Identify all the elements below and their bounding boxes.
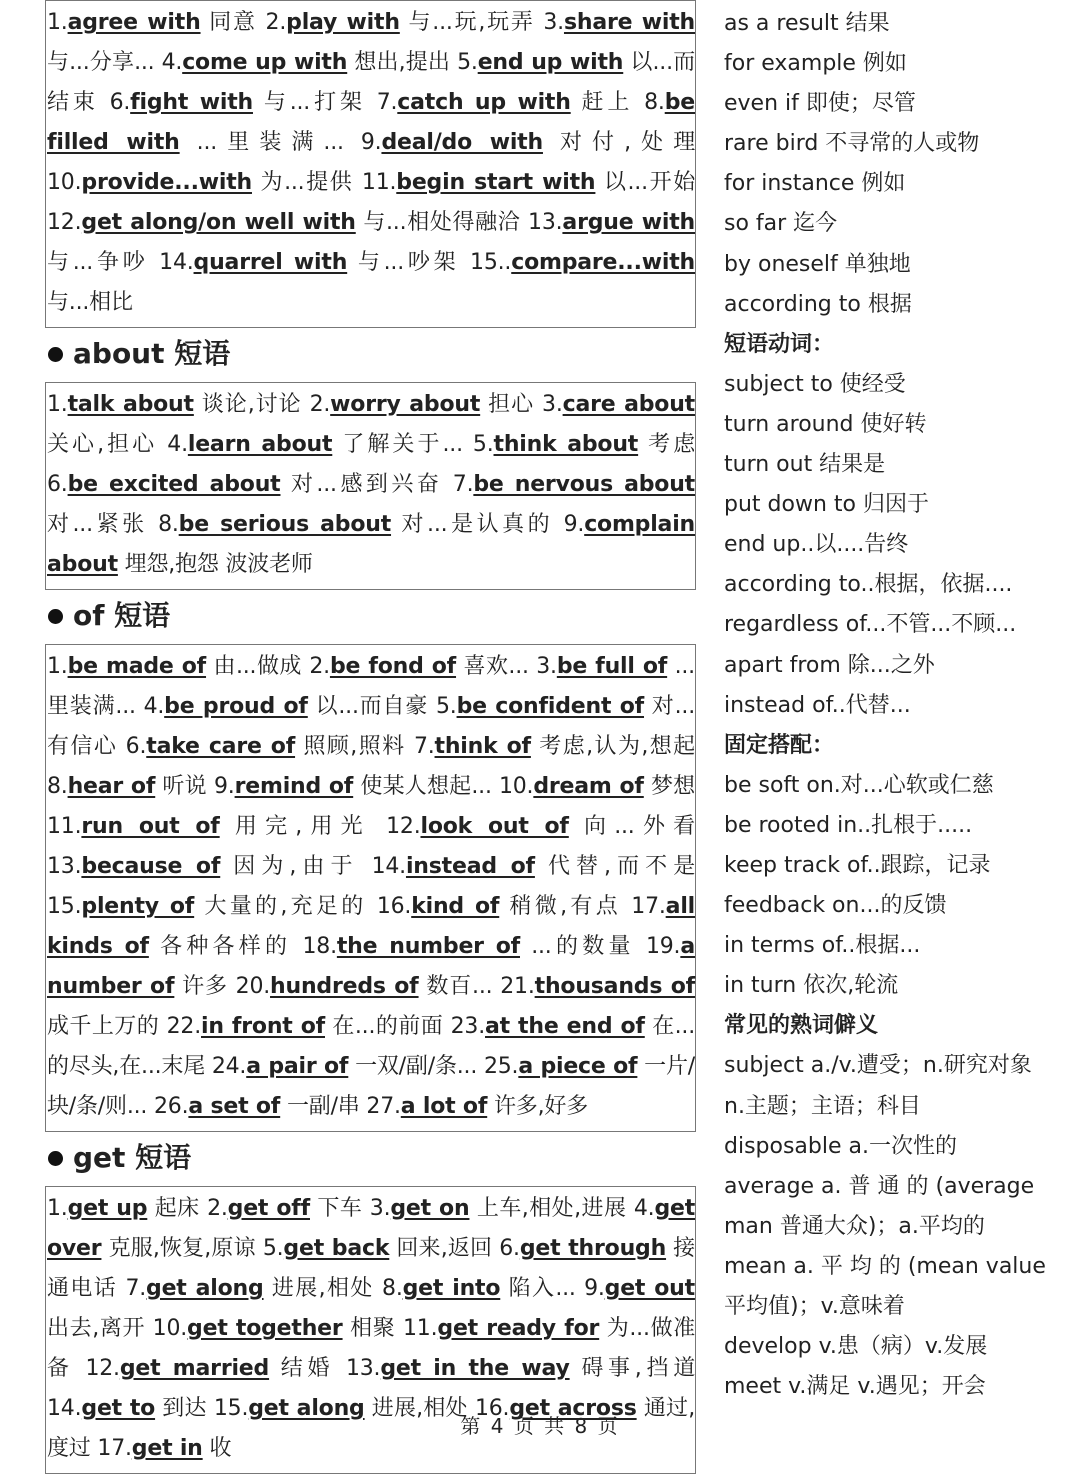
phrase-item — [47, 894, 377, 919]
phrase-term: instead of — [405, 854, 535, 879]
phrase-meaning: 梦想 — [643, 774, 695, 799]
right-phrase-line: for example 例如 — [724, 51, 907, 77]
phrase-meaning: 喜欢... — [456, 654, 537, 679]
phrase-number: 23. — [450, 1014, 485, 1039]
about-section-title — [45, 334, 696, 374]
phrase-meaning: 对...有信心 — [47, 694, 695, 759]
phrase-meaning: 埋怨,抱怨 波波老师 — [117, 552, 313, 577]
phrase-number: 9. — [360, 130, 382, 155]
phrase-meaning: 数百... — [418, 974, 501, 999]
phrase-term: fight with — [130, 90, 253, 115]
right-phrase-line: according to 根据 — [724, 291, 912, 317]
get-section-title — [45, 1138, 696, 1178]
phrase-meaning: 与...相处得融洽 — [355, 210, 529, 235]
phrase-number: 4. — [143, 694, 165, 719]
phrase-term: look out of — [420, 814, 569, 839]
phrase-item — [212, 1054, 484, 1079]
phrase-number: 15. — [47, 894, 82, 919]
phrase-meaning: 代替,而不是 — [534, 854, 695, 879]
phrase-number: 26. — [154, 1094, 189, 1119]
phrase-number: 7. — [125, 1276, 147, 1301]
phrase-term: get up — [67, 1196, 148, 1221]
phrase-term: be excited about — [67, 472, 281, 497]
phrase-meaning: 相聚 — [342, 1316, 403, 1341]
phrase-number: 8. — [158, 512, 179, 537]
phrase-meaning: 以...而自豪 — [307, 694, 436, 719]
phrase-number: 10. — [47, 170, 82, 195]
phrase-term: dream of — [533, 774, 644, 799]
phrase-meaning: 同意 — [200, 10, 266, 35]
phrase-meaning: 各种各样的 — [148, 934, 303, 959]
phrase-number: 16. — [376, 894, 412, 919]
phrase-term: get into — [402, 1276, 501, 1301]
phrase-term: get married — [119, 1356, 270, 1381]
phrase-number: 4. — [167, 432, 188, 457]
phrase-meaning: 照顾,照料 — [295, 734, 414, 759]
phrase-term: remind of — [234, 774, 354, 799]
phrase-number: 3. — [543, 10, 564, 35]
phrase-number: 15. — [213, 1396, 249, 1421]
phrase-term: get in the way — [380, 1356, 570, 1381]
phrase-number: 6. — [109, 90, 131, 115]
left-column — [45, 0, 696, 1474]
phrase-term: be proud of — [164, 694, 308, 719]
phrase-number: 1. — [47, 654, 68, 679]
phrase-item — [473, 432, 695, 457]
phrase-term: complain about — [47, 512, 696, 577]
phrase-number: 19. — [645, 934, 681, 959]
phrase-term: a set of — [188, 1094, 281, 1119]
phrase-number: 12. — [47, 210, 82, 235]
phrase-item — [167, 432, 473, 457]
phrase-meaning: ...里装满... — [179, 130, 361, 155]
phrase-term: think of — [434, 734, 531, 759]
phrase-meaning: 碍事,挡道 — [569, 1356, 696, 1381]
phrase-meaning: 听说 — [155, 774, 214, 799]
phrase-term: thousands of — [534, 974, 695, 999]
phrase-number: 2. — [309, 392, 331, 417]
phrase-item — [366, 1094, 588, 1119]
phrase-meaning: 赶上 — [570, 90, 645, 115]
phrase-number: 17. — [97, 1436, 132, 1461]
phrase-item — [377, 90, 644, 115]
phrase-term: kind of — [411, 894, 500, 919]
phrase-meaning: 使某人想起... — [353, 774, 499, 799]
phrase-meaning: ...的数量 — [520, 934, 646, 959]
phrase-number: 24. — [211, 1054, 247, 1079]
right-section-heading: 固定搭配： — [724, 732, 835, 758]
phrase-meaning: 了解关于... — [332, 432, 473, 457]
phrase-number: 9. — [584, 1276, 605, 1301]
phrase-item — [236, 974, 501, 999]
phrase-meaning: 在...的前面 — [325, 1014, 451, 1039]
phrase-number: 6. — [47, 472, 68, 497]
phrase-meaning: 与...打架 — [252, 90, 377, 115]
phrase-number: 3. — [536, 654, 557, 679]
phrase-item — [47, 774, 214, 799]
phrase-number: 9. — [214, 774, 235, 799]
right-phrase-line: subject a./v.遭受；n.研究对象 — [724, 1053, 1032, 1079]
phrase-item — [47, 10, 266, 35]
phrase-meaning: 进展,相处 — [364, 1396, 475, 1421]
phrase-number: 3. — [369, 1196, 391, 1221]
phrase-meaning: 谈论,讨论 — [193, 392, 310, 417]
phrase-item — [144, 694, 436, 719]
phrase-term: begin start with — [396, 170, 596, 195]
phrase-meaning: 出去,离开 — [47, 1316, 153, 1341]
phrase-number: 17. — [631, 894, 666, 919]
phrase-meaning: 由...做成 — [206, 654, 310, 679]
phrase-number: 8. — [644, 90, 665, 115]
phrase-term: be fond of — [329, 654, 457, 679]
phrase-term: get along — [248, 1396, 365, 1421]
phrase-item — [154, 1094, 366, 1119]
phrase-number: 14. — [47, 1396, 82, 1421]
phrase-meaning: 与...吵架 — [347, 250, 471, 275]
phrase-number: 10. — [152, 1316, 188, 1341]
phrase-number: 7. — [452, 472, 474, 497]
phrase-item — [370, 1196, 634, 1221]
phrase-number: 5. — [262, 1236, 284, 1261]
phrase-item — [158, 512, 564, 537]
phrase-term: play with — [286, 10, 400, 35]
phrase-meaning: 对...紧张 — [47, 512, 159, 537]
phrase-item — [47, 472, 453, 497]
phrase-number: 5. — [472, 432, 494, 457]
phrase-term: agree with — [67, 10, 201, 35]
phrase-meaning: 稍微,有点 — [499, 894, 632, 919]
phrase-term: get back — [283, 1236, 390, 1261]
phrase-meaning: 为...做准备 — [47, 1316, 695, 1381]
phrase-number: 12. — [386, 814, 421, 839]
about-title-text: about 短语 — [73, 337, 231, 370]
phrase-number: 7. — [413, 734, 435, 759]
phrase-term: think about — [493, 432, 639, 457]
phrase-item — [153, 1316, 403, 1341]
phrase-item — [377, 894, 631, 919]
phrase-term: get through — [519, 1236, 667, 1261]
phrase-number: 7. — [376, 90, 398, 115]
phrase-number: 11. — [47, 814, 82, 839]
phrase-term: get off — [227, 1196, 310, 1221]
phrase-meaning: 到达 — [155, 1396, 214, 1421]
phrase-item — [499, 774, 695, 799]
phrase-item — [47, 654, 309, 679]
phrase-meaning: 与...玩,玩弄 — [399, 10, 544, 35]
phrase-meaning: 上车,相处,进展 — [469, 1196, 634, 1221]
of-title-text: of 短语 — [73, 599, 171, 632]
phrase-term: a piece of — [518, 1054, 638, 1079]
phrase-item — [266, 10, 544, 35]
phrase-term: end up with — [477, 50, 624, 75]
right-phrase-line: keep track of..跟踪，记录 — [724, 852, 991, 878]
right-phrase-line: apart from 除...之外 — [724, 652, 935, 678]
phrase-term: get along — [146, 1276, 264, 1301]
phrase-term: share with — [563, 10, 695, 35]
phrase-term: plenty of — [81, 894, 195, 919]
phrase-meaning: 对付,处理 — [542, 130, 695, 155]
phrase-item — [372, 854, 695, 879]
phrase-meaning: ...里装满... — [47, 654, 695, 719]
bullet-icon — [48, 609, 63, 624]
phrase-number: 11. — [361, 170, 397, 195]
phrase-meaning: 结婚 — [269, 1356, 346, 1381]
phrase-term: all kinds of — [47, 894, 695, 959]
phrase-number: 4. — [633, 1196, 655, 1221]
phrase-term: come up with — [182, 50, 348, 75]
phrase-term: learn about — [187, 432, 333, 457]
phrase-term: get together — [187, 1316, 343, 1341]
right-phrase-line: so far 迄今 — [724, 211, 838, 237]
right-phrase-line: develop v.患（病）v.发展 — [724, 1334, 988, 1360]
phrase-number: 16. — [474, 1396, 510, 1421]
phrase-number: 27. — [366, 1094, 401, 1119]
right-phrase-line: average a. 普 通 的 (average man 普通大众)；a.平均的 — [724, 1173, 1035, 1239]
phrase-meaning: 通过,度过 — [47, 1396, 695, 1461]
phrase-item — [309, 654, 536, 679]
phrase-item — [85, 1356, 346, 1381]
phrase-term: get along/on well with — [81, 210, 356, 235]
right-phrase-line: disposable a.一次性的 — [724, 1133, 957, 1159]
phrase-meaning: 成千上万的 — [47, 1014, 167, 1039]
phrase-number: 13. — [345, 1356, 381, 1381]
phrase-number: 18. — [302, 934, 337, 959]
phrase-meaning: 与...分享... — [47, 50, 162, 75]
right-phrase-line: mean a. 平 均 的 (mean value 平均值)；v.意味着 — [724, 1253, 1046, 1319]
right-section-heading: 短语动词： — [724, 331, 835, 357]
phrase-item — [263, 1236, 499, 1261]
phrase-number: 13. — [47, 854, 82, 879]
bullet-icon — [48, 1151, 63, 1166]
right-phrase-line: by oneself 单独地 — [724, 251, 911, 277]
phrase-meaning: 进展,相处 — [263, 1276, 383, 1301]
right-phrase-line: meet v.满足 v.遇见；开会 — [724, 1374, 986, 1400]
phrase-meaning: 陷入... — [500, 1276, 585, 1301]
phrase-term: at the end of — [485, 1014, 645, 1039]
phrase-term: in front of — [201, 1014, 325, 1039]
right-phrase-line: subject to 使经受 — [724, 371, 906, 397]
phrase-item — [125, 1276, 382, 1301]
phrase-meaning: 因为,由于 — [220, 854, 372, 879]
phrase-meaning: 下车 — [310, 1196, 370, 1221]
phrase-meaning: 回来,返回 — [389, 1236, 500, 1261]
phrase-meaning: 一片/块/条/则... — [47, 1054, 696, 1119]
phrase-item — [382, 1276, 584, 1301]
phrase-term: argue with — [562, 210, 695, 235]
right-phrase-line: put down to 归因于 — [724, 492, 929, 518]
phrase-meaning: 收 — [202, 1436, 232, 1461]
phrase-number: 25. — [483, 1054, 519, 1079]
phrase-term: get out — [604, 1276, 695, 1301]
phrase-meaning: 与...相比 — [47, 290, 133, 315]
phrase-item — [302, 934, 645, 959]
phrase-term: get to — [81, 1396, 156, 1421]
phrase-meaning: 对...是认真的 — [391, 512, 564, 537]
phrase-item — [167, 1014, 451, 1039]
right-phrase-line: be soft on.对...心软或仁慈 — [724, 772, 994, 798]
phrase-meaning: 在...的尽头,在...末尾 — [47, 1014, 696, 1079]
phrase-number: 3. — [542, 392, 563, 417]
phrase-term: hear of — [67, 774, 156, 799]
phrase-meaning: 向...外看 — [568, 814, 695, 839]
phrase-meaning: 关心,担心 — [47, 432, 168, 457]
phrase-number: 5. — [435, 694, 457, 719]
right-phrase-line: for instance 例如 — [724, 171, 906, 197]
phrase-term: be confident of — [456, 694, 645, 719]
phrase-term: catch up with — [397, 90, 571, 115]
right-phrase-line: rare bird 不寻常的人或物 — [724, 131, 980, 157]
phrase-number: 20. — [235, 974, 271, 999]
phrase-item — [207, 1196, 370, 1221]
phrase-meaning: 克服,恢复,原谅 — [101, 1236, 263, 1261]
phrase-number: 10. — [498, 774, 534, 799]
right-phrase-line: even if 即使；尽管 — [724, 91, 916, 117]
phrase-item — [159, 250, 470, 275]
phrase-number: 1. — [47, 392, 68, 417]
phrase-number: 15.. — [470, 250, 512, 275]
phrase-item — [47, 1196, 207, 1221]
phrase-meaning: 起床 — [147, 1196, 208, 1221]
phrase-term: take care of — [146, 734, 296, 759]
phrase-meaning: 考虑 — [638, 432, 696, 457]
of-section-title — [45, 596, 696, 636]
right-phrase-line: n.主题；主语；科目 — [724, 1093, 921, 1119]
phrase-number: 1. — [47, 10, 68, 35]
phrase-term: the number of — [336, 934, 520, 959]
phrase-term: be made of — [67, 654, 207, 679]
phrase-item — [386, 814, 695, 839]
phrase-term: be full of — [556, 654, 668, 679]
phrase-meaning: 许多 — [174, 974, 236, 999]
phrase-item — [47, 854, 372, 879]
phrase-term: care about — [562, 392, 695, 417]
right-phrase-line: regardless of...不管...不顾... — [724, 612, 1017, 638]
phrase-item — [126, 734, 414, 759]
phrase-meaning: 一副/串 — [280, 1094, 367, 1119]
right-column — [724, 4, 1054, 1407]
phrase-term: get in — [131, 1436, 203, 1461]
phrase-term: compare...with — [511, 250, 695, 275]
page-footer: 第 4 页 共 8 页 — [460, 1414, 620, 1438]
phrase-number: 13. — [528, 210, 563, 235]
phrase-term: get on — [390, 1196, 470, 1221]
phrase-meaning: 以...开始 — [595, 170, 696, 195]
about-phrases-box — [45, 382, 696, 590]
phrase-meaning: 想出,提出 — [347, 50, 458, 75]
phrase-number: 1. — [47, 1196, 68, 1221]
phrase-item — [47, 210, 528, 235]
phrase-item — [361, 130, 695, 155]
phrase-meaning: 担心 — [480, 392, 543, 417]
phrase-meaning: 接通电话 — [47, 1236, 695, 1301]
get-title-text: get 短语 — [73, 1141, 192, 1174]
phrase-number: 14. — [159, 250, 194, 275]
phrase-number: 21. — [500, 974, 535, 999]
phrase-number: 5. — [457, 50, 478, 75]
right-phrase-line: be rooted in..扎根于..... — [724, 812, 973, 838]
phrase-term: get ready for — [437, 1316, 600, 1341]
of-phrases-box — [45, 644, 696, 1132]
phrase-term: be filled with — [47, 90, 695, 155]
right-phrase-line: end up..以....告终 — [724, 532, 909, 558]
phrase-number: 6. — [125, 734, 147, 759]
phrase-number: 2. — [309, 654, 330, 679]
phrase-item — [97, 1436, 231, 1461]
phrase-item — [310, 392, 542, 417]
phrase-term: because of — [81, 854, 221, 879]
phrase-item — [47, 392, 310, 417]
phrase-term: be nervous about — [473, 472, 696, 497]
phrase-term: quarrel with — [193, 250, 348, 275]
right-phrase-line: as a result 结果 — [724, 11, 890, 36]
phrase-term: deal/do with — [381, 130, 543, 155]
right-phrase-line: instead of..代替... — [724, 692, 911, 718]
phrase-term: get over — [47, 1196, 696, 1261]
right-phrase-line: feedback on...的反馈 — [724, 893, 947, 919]
phrase-meaning: 许多,好多 — [487, 1094, 588, 1119]
phrase-item — [47, 170, 362, 195]
phrase-meaning: 考虑,认为,想起 — [530, 734, 695, 759]
phrase-meaning: 为...提供 — [251, 170, 362, 195]
phrase-meaning: 与...争吵 — [47, 250, 160, 275]
bullet-icon — [48, 347, 63, 362]
phrase-meaning: 对...感到兴奋 — [280, 472, 453, 497]
phrase-term: run out of — [81, 814, 220, 839]
right-phrase-line: according to..根据，依据.... — [724, 572, 1013, 598]
phrase-meaning: 一双/副/条... — [348, 1054, 484, 1079]
phrase-number: 11. — [403, 1316, 438, 1341]
right-phrase-line: in terms of..根据... — [724, 933, 921, 959]
phrase-meaning: 以...而结束 — [47, 50, 696, 115]
phrase-number: 14. — [371, 854, 406, 879]
phrase-item — [346, 1356, 695, 1381]
right-section-heading: 常见的熟词僻义 — [724, 1013, 879, 1039]
phrase-number: 4. — [161, 50, 183, 75]
right-phrase-line: turn out 结果是 — [724, 452, 886, 478]
phrase-term: talk about — [67, 392, 194, 417]
phrase-number: 6. — [499, 1236, 520, 1261]
phrase-item — [214, 774, 499, 799]
phrase-number: 2. — [207, 1196, 228, 1221]
right-phrase-line: in turn 依次,轮流 — [724, 973, 899, 999]
phrase-term: provide...with — [81, 170, 252, 195]
phrase-term: a lot of — [400, 1094, 488, 1119]
phrase-term: hundreds of — [270, 974, 419, 999]
phrase-term: a pair of — [246, 1054, 349, 1079]
phrase-item — [362, 170, 695, 195]
with-phrases-box — [45, 0, 696, 328]
phrase-number: 8. — [47, 774, 68, 799]
phrase-number: 12. — [85, 1356, 120, 1381]
right-phrase-line: turn around 使好转 — [724, 411, 927, 437]
phrase-item — [162, 50, 458, 75]
phrase-term: get across — [509, 1396, 637, 1421]
phrase-meaning: 用完,用光 — [219, 814, 387, 839]
phrase-term: worry about — [330, 392, 481, 417]
phrase-term: a number of — [47, 934, 695, 999]
phrase-meaning: 大量的,充足的 — [194, 894, 377, 919]
phrase-number: 9. — [563, 512, 585, 537]
phrase-item — [110, 90, 377, 115]
phrase-number: 2. — [265, 10, 287, 35]
phrase-item — [414, 734, 695, 759]
phrase-number: 8. — [382, 1276, 403, 1301]
phrase-term: be serious about — [178, 512, 392, 537]
phrase-number: 22. — [166, 1014, 201, 1039]
phrase-item — [47, 814, 386, 839]
